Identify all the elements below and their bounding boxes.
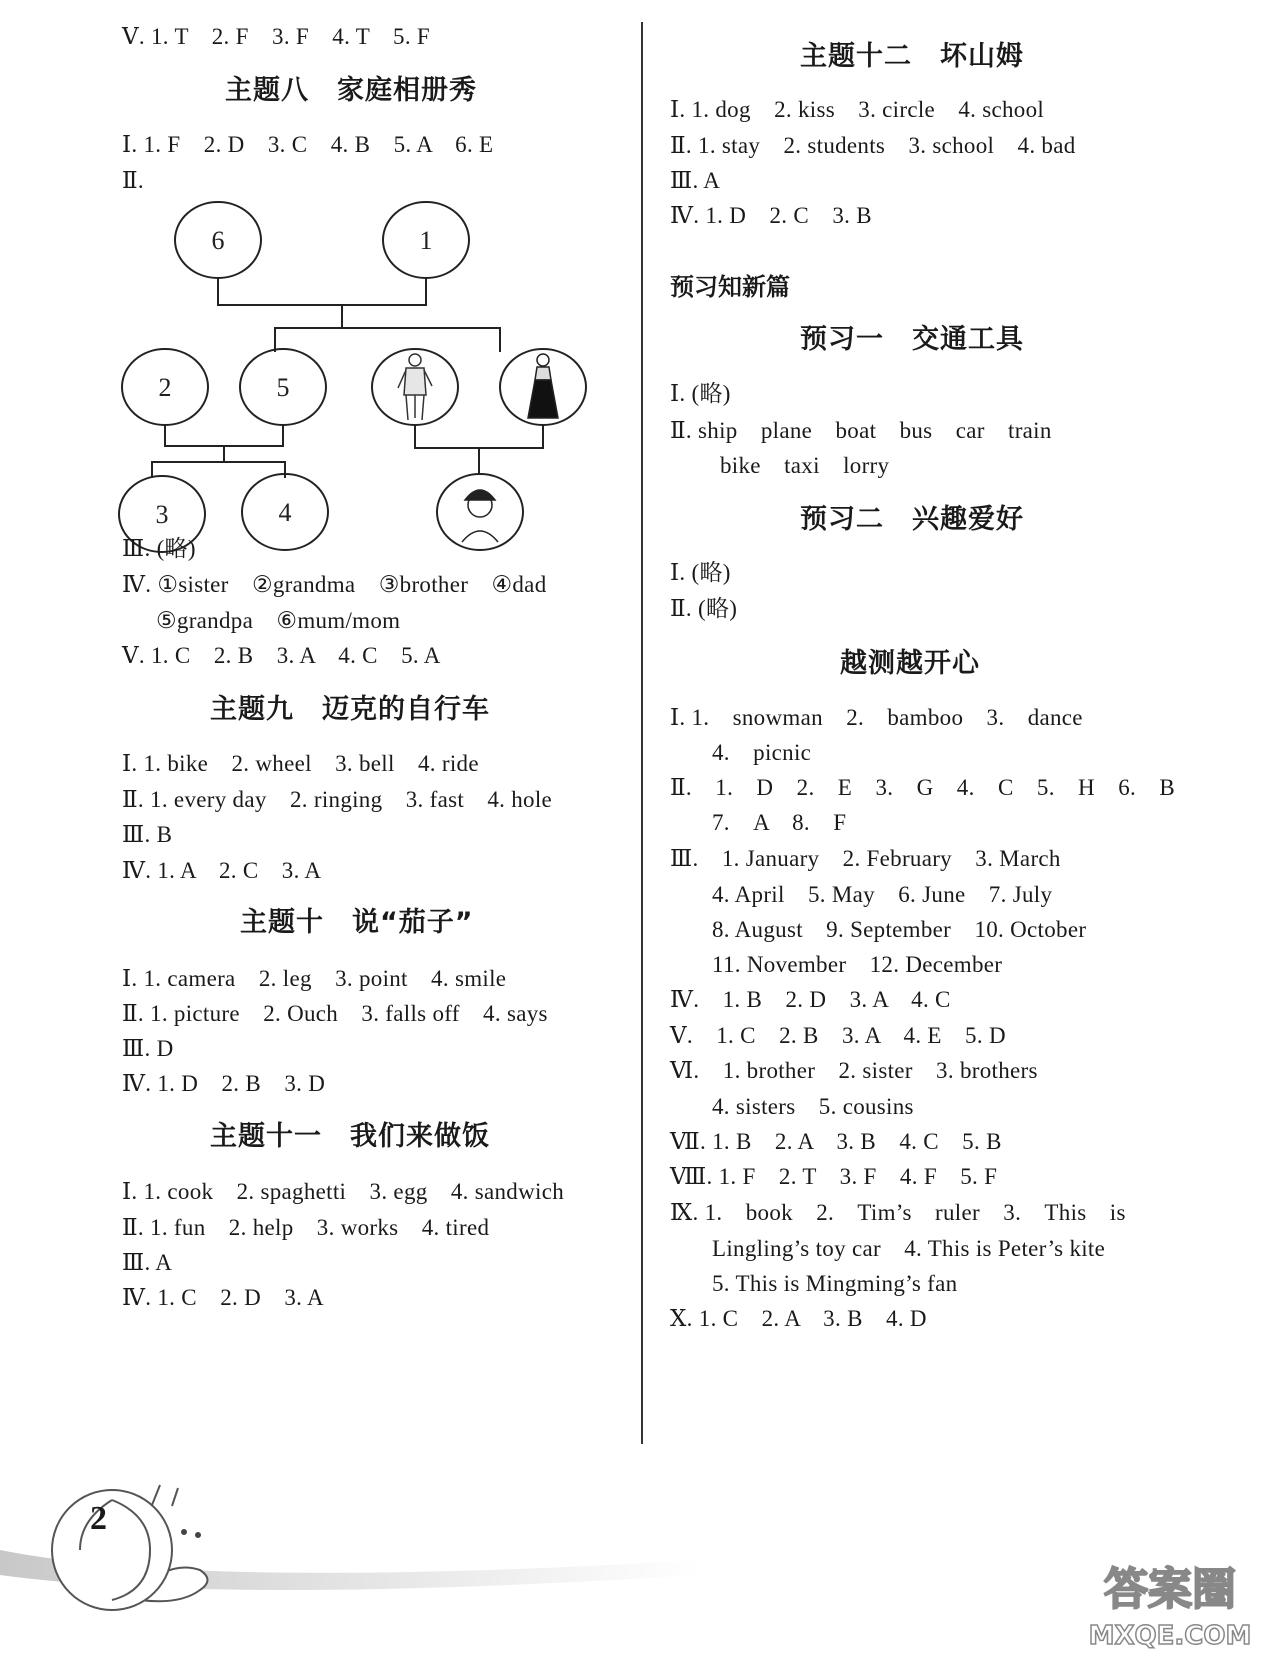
answer-line: Ⅱ. bbox=[122, 168, 144, 193]
section-title: 预习一 交通工具 bbox=[800, 324, 1024, 355]
answer-line: 7. A 8. F bbox=[712, 810, 847, 835]
answer-line: Ⅱ. 1. stay 2. students 3. school 4. bad bbox=[670, 133, 1076, 158]
answer-line: Ⅱ. 1. every day 2. ringing 3. fast 4. hole bbox=[122, 787, 553, 812]
answer-line: Ⅹ. 1. C 2. A 3. B 4. D bbox=[670, 1306, 927, 1331]
answer-line: 5. This is Mingming’s fan bbox=[712, 1271, 958, 1296]
answer-line: 11. November 12. December bbox=[712, 952, 1003, 977]
watermark-bottom-text: MXQE.COM bbox=[1088, 1621, 1252, 1651]
section-title: 主题八 家庭相册秀 bbox=[225, 75, 477, 106]
page-number: 2 bbox=[90, 1500, 107, 1537]
family-tree-diagram bbox=[110, 200, 610, 560]
answer-line: Ⅱ. 1. fun 2. help 3. works 4. tired bbox=[122, 1215, 490, 1240]
answer-line: Ⅲ. A bbox=[122, 1250, 173, 1275]
answer-line: Ⅲ. 1. January 2. February 3. March bbox=[670, 846, 1061, 871]
answer-line: Ⅴ. 1. T 2. F 3. F 4. T 5. F bbox=[122, 24, 431, 49]
man-figure-icon bbox=[398, 354, 432, 420]
section-title: 预习二 兴趣爱好 bbox=[800, 504, 1024, 535]
section-title: 主题十二 坏山姆 bbox=[800, 41, 1024, 72]
tree-node-label: 6 bbox=[211, 226, 225, 255]
tree-node-label: 4 bbox=[278, 498, 292, 527]
answer-line: Ⅳ. ①sister ②grandma ③brother ④dad bbox=[122, 572, 547, 597]
boy-figure-icon bbox=[462, 490, 498, 542]
answer-line: Ⅰ. 1. snowman 2. bamboo 3. dance bbox=[670, 705, 1083, 730]
answer-line: bike taxi lorry bbox=[720, 453, 890, 478]
answer-line: Ⅰ. 1. F 2. D 3. C 4. B 5. A 6. E bbox=[122, 132, 494, 157]
answer-line: Ⅶ. 1. B 2. A 3. B 4. C 5. B bbox=[670, 1129, 1002, 1154]
answer-line: Ⅰ. 1. camera 2. leg 3. point 4. smile bbox=[122, 966, 507, 991]
answer-line: Ⅳ. 1. A 2. C 3. A bbox=[122, 858, 322, 883]
part-title: 预习知新篇 bbox=[670, 273, 790, 301]
tree-node-label: 2 bbox=[158, 373, 172, 402]
answer-line: ⑤grandpa ⑥mum/mom bbox=[156, 608, 401, 633]
section-title: 主题九 迈克的自行车 bbox=[210, 694, 490, 725]
woman-figure-icon bbox=[528, 354, 558, 418]
tree-node-label: 1 bbox=[419, 226, 433, 255]
watermark-logo bbox=[1075, 1552, 1270, 1652]
answer-line: Ⅷ. 1. F 2. T 3. F 4. F 5. F bbox=[670, 1164, 998, 1189]
answer-line: Ⅸ. 1. book 2. Tim’s ruler 3. This is bbox=[670, 1200, 1126, 1225]
answer-line: Ⅳ. 1. B 2. D 3. A 4. C bbox=[670, 987, 951, 1012]
answer-line: Ⅲ. B bbox=[122, 822, 173, 847]
answer-line: 4. April 5. May 6. June 7. July bbox=[712, 882, 1053, 907]
answer-line: Ⅲ. (略) bbox=[122, 536, 196, 561]
answer-line: Ⅴ. 1. C 2. B 3. A 4. E 5. D bbox=[670, 1023, 1006, 1048]
answer-line: Lingling’s toy car 4. This is Peter’s kite bbox=[712, 1236, 1106, 1261]
tree-node-label: 5 bbox=[276, 373, 290, 402]
answer-line: Ⅰ. 1. cook 2. spaghetti 3. egg 4. sandwich bbox=[122, 1179, 565, 1204]
answer-line: 4. sisters 5. cousins bbox=[712, 1094, 914, 1119]
answer-line: Ⅲ. A bbox=[670, 168, 721, 193]
section-title: 主题十一 我们来做饭 bbox=[210, 1121, 490, 1152]
answer-line: Ⅰ. (略) bbox=[670, 381, 731, 406]
tree-node-label: 3 bbox=[155, 500, 169, 529]
answer-line: 8. August 9. September 10. October bbox=[712, 917, 1087, 942]
answer-line: Ⅵ. 1. brother 2. sister 3. brothers bbox=[670, 1058, 1038, 1083]
answer-line: Ⅱ. ship plane boat bus car train bbox=[670, 418, 1052, 443]
answer-line: Ⅰ. 1. bike 2. wheel 3. bell 4. ride bbox=[122, 751, 479, 776]
section-title: 越测越开心 bbox=[840, 648, 980, 679]
answer-line: Ⅳ. 1. D 2. C 3. B bbox=[670, 203, 872, 228]
answer-line: 4. picnic bbox=[712, 740, 812, 765]
answer-line: Ⅲ. D bbox=[122, 1036, 174, 1061]
answer-line: Ⅳ. 1. D 2. B 3. D bbox=[122, 1071, 326, 1096]
answer-line: Ⅱ. (略) bbox=[670, 596, 738, 621]
column-divider bbox=[641, 22, 643, 1444]
answer-line: Ⅰ. 1. dog 2. kiss 3. circle 4. school bbox=[670, 97, 1045, 122]
answer-line: Ⅴ. 1. C 2. B 3. A 4. C 5. A bbox=[122, 643, 441, 668]
section-title: 主题十 说“茄子” bbox=[240, 907, 474, 938]
answer-line: Ⅱ. 1. picture 2. Ouch 3. falls off 4. says bbox=[122, 1001, 548, 1026]
answer-line: Ⅰ. (略) bbox=[670, 560, 731, 585]
answer-line: Ⅳ. 1. C 2. D 3. A bbox=[122, 1285, 324, 1310]
answer-line: Ⅱ. 1. D 2. E 3. G 4. C 5. H 6. B bbox=[670, 775, 1176, 800]
snail-decoration-icon bbox=[0, 1440, 700, 1658]
watermark-top-text: 答案圈 bbox=[1104, 1564, 1236, 1615]
